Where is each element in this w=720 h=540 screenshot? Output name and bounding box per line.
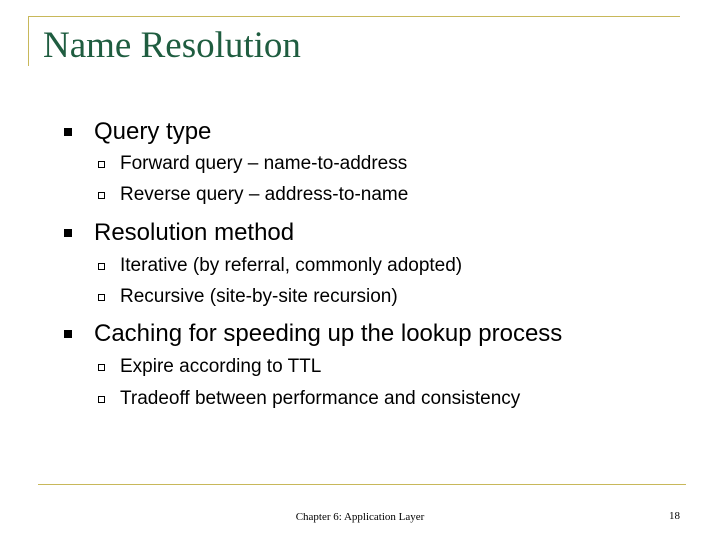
- hollow-square-bullet-icon: [98, 192, 105, 199]
- hollow-square-bullet-icon: [98, 263, 105, 270]
- bullet-item: Resolution method: [94, 219, 295, 246]
- sub-bullet-item: Reverse query – address-to-name: [120, 184, 409, 205]
- hollow-square-bullet-icon: [98, 364, 105, 371]
- sub-bullet-item: Expire according to TTL: [120, 356, 322, 377]
- footer-rule: [38, 484, 686, 485]
- sub-bullet-item: Recursive (site-by-site recursion): [120, 286, 398, 307]
- hollow-square-bullet-icon: [98, 396, 105, 403]
- slide-title: Name Resolution: [43, 25, 301, 66]
- hollow-square-bullet-icon: [98, 161, 105, 168]
- bullet-item: Query type: [94, 118, 212, 145]
- square-bullet-icon: [64, 229, 72, 237]
- sub-bullet-item: Iterative (by referral, commonly adopted): [120, 255, 463, 276]
- page-number: 18: [669, 510, 680, 522]
- sub-bullet-item: Tradeoff between performance and consistency: [120, 388, 521, 409]
- hollow-square-bullet-icon: [98, 294, 105, 301]
- square-bullet-icon: [64, 330, 72, 338]
- sub-bullet-item: Forward query – name-to-address: [120, 153, 408, 174]
- bullet-item: Caching for speeding up the lookup process: [94, 320, 563, 347]
- square-bullet-icon: [64, 128, 72, 136]
- footer-chapter: Chapter 6: Application Layer: [295, 511, 425, 523]
